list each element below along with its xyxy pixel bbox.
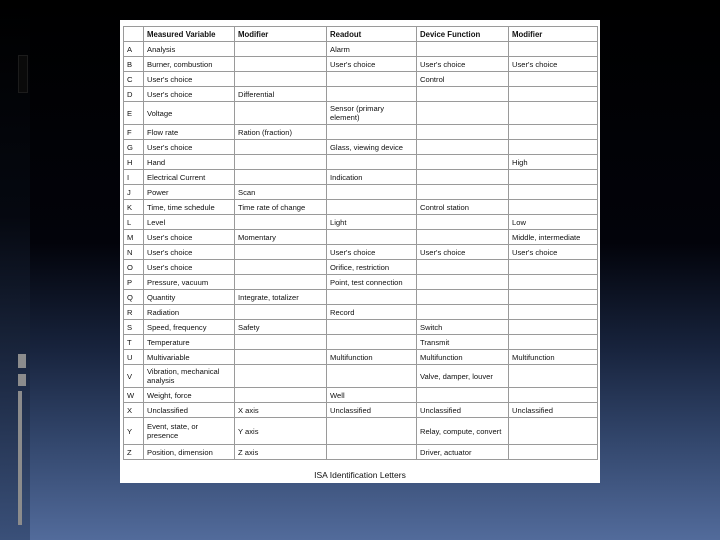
cell-measured-variable: Power: [144, 185, 235, 200]
cell-readout: [327, 185, 417, 200]
cell-readout: [327, 230, 417, 245]
cell-readout: Well: [327, 388, 417, 403]
cell-letter: C: [124, 72, 144, 87]
cell-modifier: [235, 335, 327, 350]
isa-identification-table: [123, 26, 598, 460]
cell-modifier: [235, 245, 327, 260]
cell-letter: G: [124, 140, 144, 155]
cell-letter: M: [124, 230, 144, 245]
cell-readout: Multifunction: [327, 350, 417, 365]
cell-modifier-2: [509, 125, 598, 140]
cell-letter: F: [124, 125, 144, 140]
header-readout: Readout: [327, 27, 417, 42]
cell-modifier: [235, 275, 327, 290]
table-row: [124, 320, 598, 335]
table-row: [124, 335, 598, 350]
cell-modifier: Safety: [235, 320, 327, 335]
table-row: [124, 87, 598, 102]
table-row: [124, 140, 598, 155]
cell-modifier: [235, 72, 327, 87]
cell-device-function: Relay, compute, convert: [417, 418, 509, 445]
cell-modifier-2: [509, 365, 598, 388]
cell-modifier: Y axis: [235, 418, 327, 445]
cell-modifier-2: [509, 42, 598, 57]
cell-device-function: Driver, actuator: [417, 445, 509, 460]
table-row: [124, 200, 598, 215]
cell-modifier-2: [509, 320, 598, 335]
cell-device-function: [417, 388, 509, 403]
cell-readout: Glass, viewing device: [327, 140, 417, 155]
table-row: [124, 260, 598, 275]
cell-measured-variable: Position, dimension: [144, 445, 235, 460]
cell-letter: T: [124, 335, 144, 350]
cell-modifier: Ration (fraction): [235, 125, 327, 140]
cell-modifier-2: [509, 140, 598, 155]
cell-readout: Unclassified: [327, 403, 417, 418]
cell-readout: Sensor (primary element): [327, 102, 417, 125]
table-row: [124, 275, 598, 290]
cell-letter: A: [124, 42, 144, 57]
table-row: [124, 42, 598, 57]
cell-letter: E: [124, 102, 144, 125]
header-measured-variable: Measured Variable: [144, 27, 235, 42]
cell-readout: Light: [327, 215, 417, 230]
cell-readout: Alarm: [327, 42, 417, 57]
cell-measured-variable: Multivariable: [144, 350, 235, 365]
cell-modifier: Differential: [235, 87, 327, 102]
cell-device-function: Switch: [417, 320, 509, 335]
cell-measured-variable: Electrical Current: [144, 170, 235, 185]
cell-modifier: [235, 42, 327, 57]
cell-readout: [327, 87, 417, 102]
cell-device-function: User's choice: [417, 57, 509, 72]
header-letter: [124, 27, 144, 42]
cell-measured-variable: Speed, frequency: [144, 320, 235, 335]
table-body: [124, 42, 598, 460]
cell-modifier: [235, 215, 327, 230]
cell-letter: L: [124, 215, 144, 230]
table-row: [124, 365, 598, 388]
cell-modifier: [235, 388, 327, 403]
cell-readout: [327, 290, 417, 305]
cell-modifier: [235, 365, 327, 388]
cell-modifier: Integrate, totalizer: [235, 290, 327, 305]
cell-measured-variable: User's choice: [144, 245, 235, 260]
cell-device-function: Multifunction: [417, 350, 509, 365]
cell-readout: [327, 335, 417, 350]
cell-readout: [327, 72, 417, 87]
cell-readout: Record: [327, 305, 417, 320]
cell-readout: Orifice, restriction: [327, 260, 417, 275]
cell-modifier: [235, 155, 327, 170]
cell-letter: B: [124, 57, 144, 72]
cell-letter: Z: [124, 445, 144, 460]
cell-readout: Point, test connection: [327, 275, 417, 290]
cell-modifier-2: [509, 87, 598, 102]
cell-device-function: [417, 155, 509, 170]
cell-measured-variable: User's choice: [144, 87, 235, 102]
cell-device-function: [417, 125, 509, 140]
table-row: [124, 102, 598, 125]
decorative-bar-black: [18, 55, 28, 93]
cell-measured-variable: Time, time schedule: [144, 200, 235, 215]
cell-letter: O: [124, 260, 144, 275]
cell-modifier: [235, 140, 327, 155]
cell-measured-variable: Analysis: [144, 42, 235, 57]
cell-device-function: [417, 87, 509, 102]
cell-measured-variable: Hand: [144, 155, 235, 170]
cell-modifier-2: [509, 418, 598, 445]
table-row: [124, 290, 598, 305]
cell-letter: N: [124, 245, 144, 260]
cell-modifier-2: [509, 200, 598, 215]
cell-device-function: [417, 140, 509, 155]
cell-measured-variable: User's choice: [144, 140, 235, 155]
cell-letter: H: [124, 155, 144, 170]
cell-modifier-2: [509, 260, 598, 275]
cell-device-function: Unclassified: [417, 403, 509, 418]
cell-measured-variable: Quantity: [144, 290, 235, 305]
cell-modifier-2: [509, 305, 598, 320]
cell-measured-variable: Pressure, vacuum: [144, 275, 235, 290]
cell-letter: R: [124, 305, 144, 320]
cell-measured-variable: Temperature: [144, 335, 235, 350]
cell-modifier-2: [509, 170, 598, 185]
cell-readout: User's choice: [327, 245, 417, 260]
cell-letter: P: [124, 275, 144, 290]
cell-measured-variable: Weight, force: [144, 388, 235, 403]
cell-device-function: Transmit: [417, 335, 509, 350]
cell-letter: W: [124, 388, 144, 403]
cell-modifier: Z axis: [235, 445, 327, 460]
cell-readout: User's choice: [327, 57, 417, 72]
header-modifier-2: Modifier: [509, 27, 598, 42]
cell-modifier-2: [509, 445, 598, 460]
table-caption: ISA Identification Letters: [314, 470, 406, 480]
table-row: [124, 230, 598, 245]
decorative-bar-gray-1: [18, 354, 26, 368]
cell-device-function: [417, 275, 509, 290]
table-row: [124, 445, 598, 460]
cell-letter: Y: [124, 418, 144, 445]
cell-modifier: [235, 305, 327, 320]
cell-device-function: Control station: [417, 200, 509, 215]
table-row: [124, 215, 598, 230]
cell-device-function: [417, 230, 509, 245]
cell-letter: S: [124, 320, 144, 335]
table-row: [124, 305, 598, 320]
cell-device-function: [417, 170, 509, 185]
cell-modifier-2: [509, 185, 598, 200]
cell-modifier: [235, 260, 327, 275]
header-modifier: Modifier: [235, 27, 327, 42]
cell-modifier-2: [509, 290, 598, 305]
cell-modifier-2: User's choice: [509, 57, 598, 72]
cell-readout: [327, 418, 417, 445]
isa-table-image: [120, 20, 600, 483]
cell-letter: I: [124, 170, 144, 185]
cell-modifier-2: High: [509, 155, 598, 170]
cell-letter: U: [124, 350, 144, 365]
cell-readout: [327, 200, 417, 215]
cell-measured-variable: Voltage: [144, 102, 235, 125]
cell-device-function: [417, 185, 509, 200]
cell-modifier: [235, 350, 327, 365]
cell-readout: [327, 320, 417, 335]
table-row: [124, 388, 598, 403]
cell-modifier: Scan: [235, 185, 327, 200]
cell-modifier-2: [509, 335, 598, 350]
cell-measured-variable: Flow rate: [144, 125, 235, 140]
cell-measured-variable: Burner, combustion: [144, 57, 235, 72]
cell-readout: [327, 365, 417, 388]
cell-measured-variable: User's choice: [144, 72, 235, 87]
decorative-bar-gray-2: [18, 374, 26, 386]
cell-modifier: [235, 170, 327, 185]
cell-modifier: Momentary: [235, 230, 327, 245]
cell-device-function: User's choice: [417, 245, 509, 260]
header-device-function: Device Function: [417, 27, 509, 42]
table-row: [124, 125, 598, 140]
cell-readout: [327, 155, 417, 170]
table-row: [124, 72, 598, 87]
table-row: [124, 418, 598, 445]
cell-modifier-2: User's choice: [509, 245, 598, 260]
table-header-row: [124, 27, 598, 42]
cell-measured-variable: Level: [144, 215, 235, 230]
cell-measured-variable: Vibration, mechanical analysis: [144, 365, 235, 388]
table-row: [124, 185, 598, 200]
cell-letter: X: [124, 403, 144, 418]
cell-measured-variable: Event, state, or presence: [144, 418, 235, 445]
cell-measured-variable: User's choice: [144, 230, 235, 245]
cell-modifier-2: [509, 388, 598, 403]
cell-modifier: Time rate of change: [235, 200, 327, 215]
cell-device-function: Valve, damper, louver: [417, 365, 509, 388]
cell-modifier-2: Low: [509, 215, 598, 230]
table-row: [124, 155, 598, 170]
cell-modifier-2: Unclassified: [509, 403, 598, 418]
cell-device-function: Control: [417, 72, 509, 87]
cell-measured-variable: Unclassified: [144, 403, 235, 418]
cell-modifier: [235, 102, 327, 125]
cell-device-function: [417, 305, 509, 320]
cell-letter: K: [124, 200, 144, 215]
cell-device-function: [417, 42, 509, 57]
table-row: [124, 403, 598, 418]
table-row: [124, 57, 598, 72]
cell-modifier-2: Multifunction: [509, 350, 598, 365]
cell-letter: J: [124, 185, 144, 200]
table-row: [124, 245, 598, 260]
table-row: [124, 350, 598, 365]
cell-measured-variable: Radiation: [144, 305, 235, 320]
table-row: [124, 170, 598, 185]
cell-readout: [327, 445, 417, 460]
decorative-bar-gray-3: [18, 391, 22, 525]
cell-readout: Indication: [327, 170, 417, 185]
cell-device-function: [417, 102, 509, 125]
cell-letter: V: [124, 365, 144, 388]
cell-modifier-2: [509, 275, 598, 290]
cell-modifier-2: Middle, intermediate: [509, 230, 598, 245]
cell-modifier: X axis: [235, 403, 327, 418]
cell-readout: [327, 125, 417, 140]
cell-modifier: [235, 57, 327, 72]
cell-measured-variable: User's choice: [144, 260, 235, 275]
cell-modifier-2: [509, 102, 598, 125]
cell-letter: Q: [124, 290, 144, 305]
cell-device-function: [417, 215, 509, 230]
cell-modifier-2: [509, 72, 598, 87]
cell-device-function: [417, 290, 509, 305]
cell-device-function: [417, 260, 509, 275]
cell-letter: D: [124, 87, 144, 102]
